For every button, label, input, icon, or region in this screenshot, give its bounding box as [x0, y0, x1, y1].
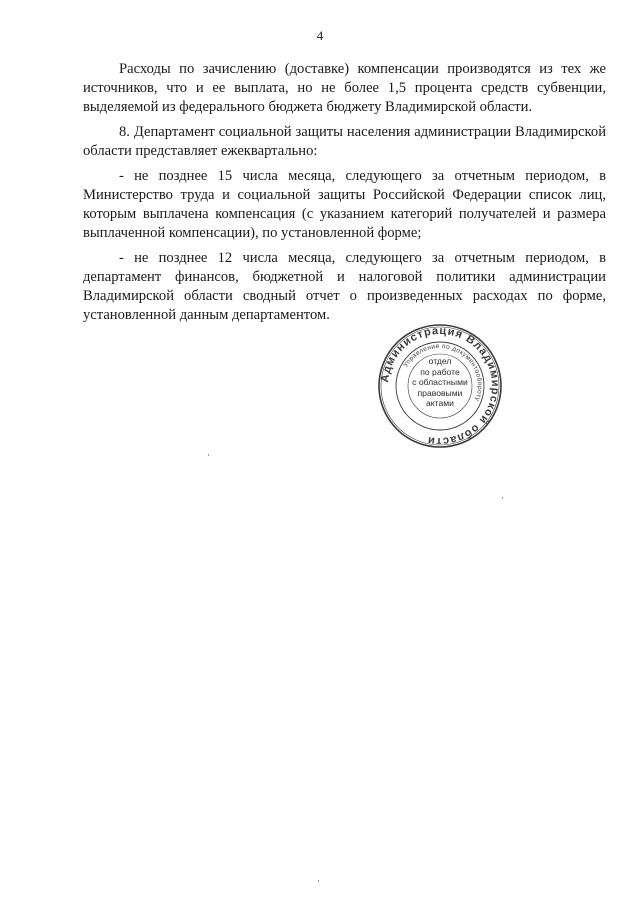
stamp-center-line: актами — [426, 398, 454, 408]
stamp-center-line: отдел — [428, 356, 452, 366]
stamp-center-text — [404, 356, 476, 409]
stamp-center-line: с областными — [412, 377, 468, 387]
stamp-center-line: правовыми — [417, 387, 463, 398]
document-body — [83, 60, 606, 331]
official-stamp — [377, 323, 503, 449]
page-number: 4 — [316, 28, 324, 43]
stamp-center-line: по работе — [420, 366, 460, 377]
stamp-inner-ring-text: Управление по документообороту — [402, 342, 484, 403]
scan-speck — [502, 497, 503, 499]
paragraph-item-8: 8. Департамент социальной защиты населения администрации Владимирской области представляет ежеквартально: — [83, 124, 606, 159]
paragraph-report-ministry: - не позднее 15 числа месяца, следующего за отчетным периодом, в Министерство труда и социальной защиты Российской Федерации список лиц, которым выплачена компенсация (с указанием категорий получателей и размера выплаченной компенсации), по установленной форме; — [83, 168, 606, 241]
scan-speck — [208, 454, 209, 456]
stamp-outer-ring-text: Администрация Владимирской области — [379, 324, 502, 448]
scan-speck — [318, 880, 319, 882]
paragraph-report-finance-department: - не позднее 12 числа месяца, следующего за отчетным периодом, в департамент финансов, бюджетной и налоговой политики администрации Владимирской области сводный отчет о произведенных расходах по форме, установленной данным департаментом. — [83, 250, 606, 323]
paragraph-compensation-costs: Расходы по зачислению (доставке) компенсации производятся из тех же источников, что и ее выплата, но не более 1,5 процента средств субвенции, выделяемой из федерального бюджета бюджету Владимирской области. — [83, 61, 606, 115]
